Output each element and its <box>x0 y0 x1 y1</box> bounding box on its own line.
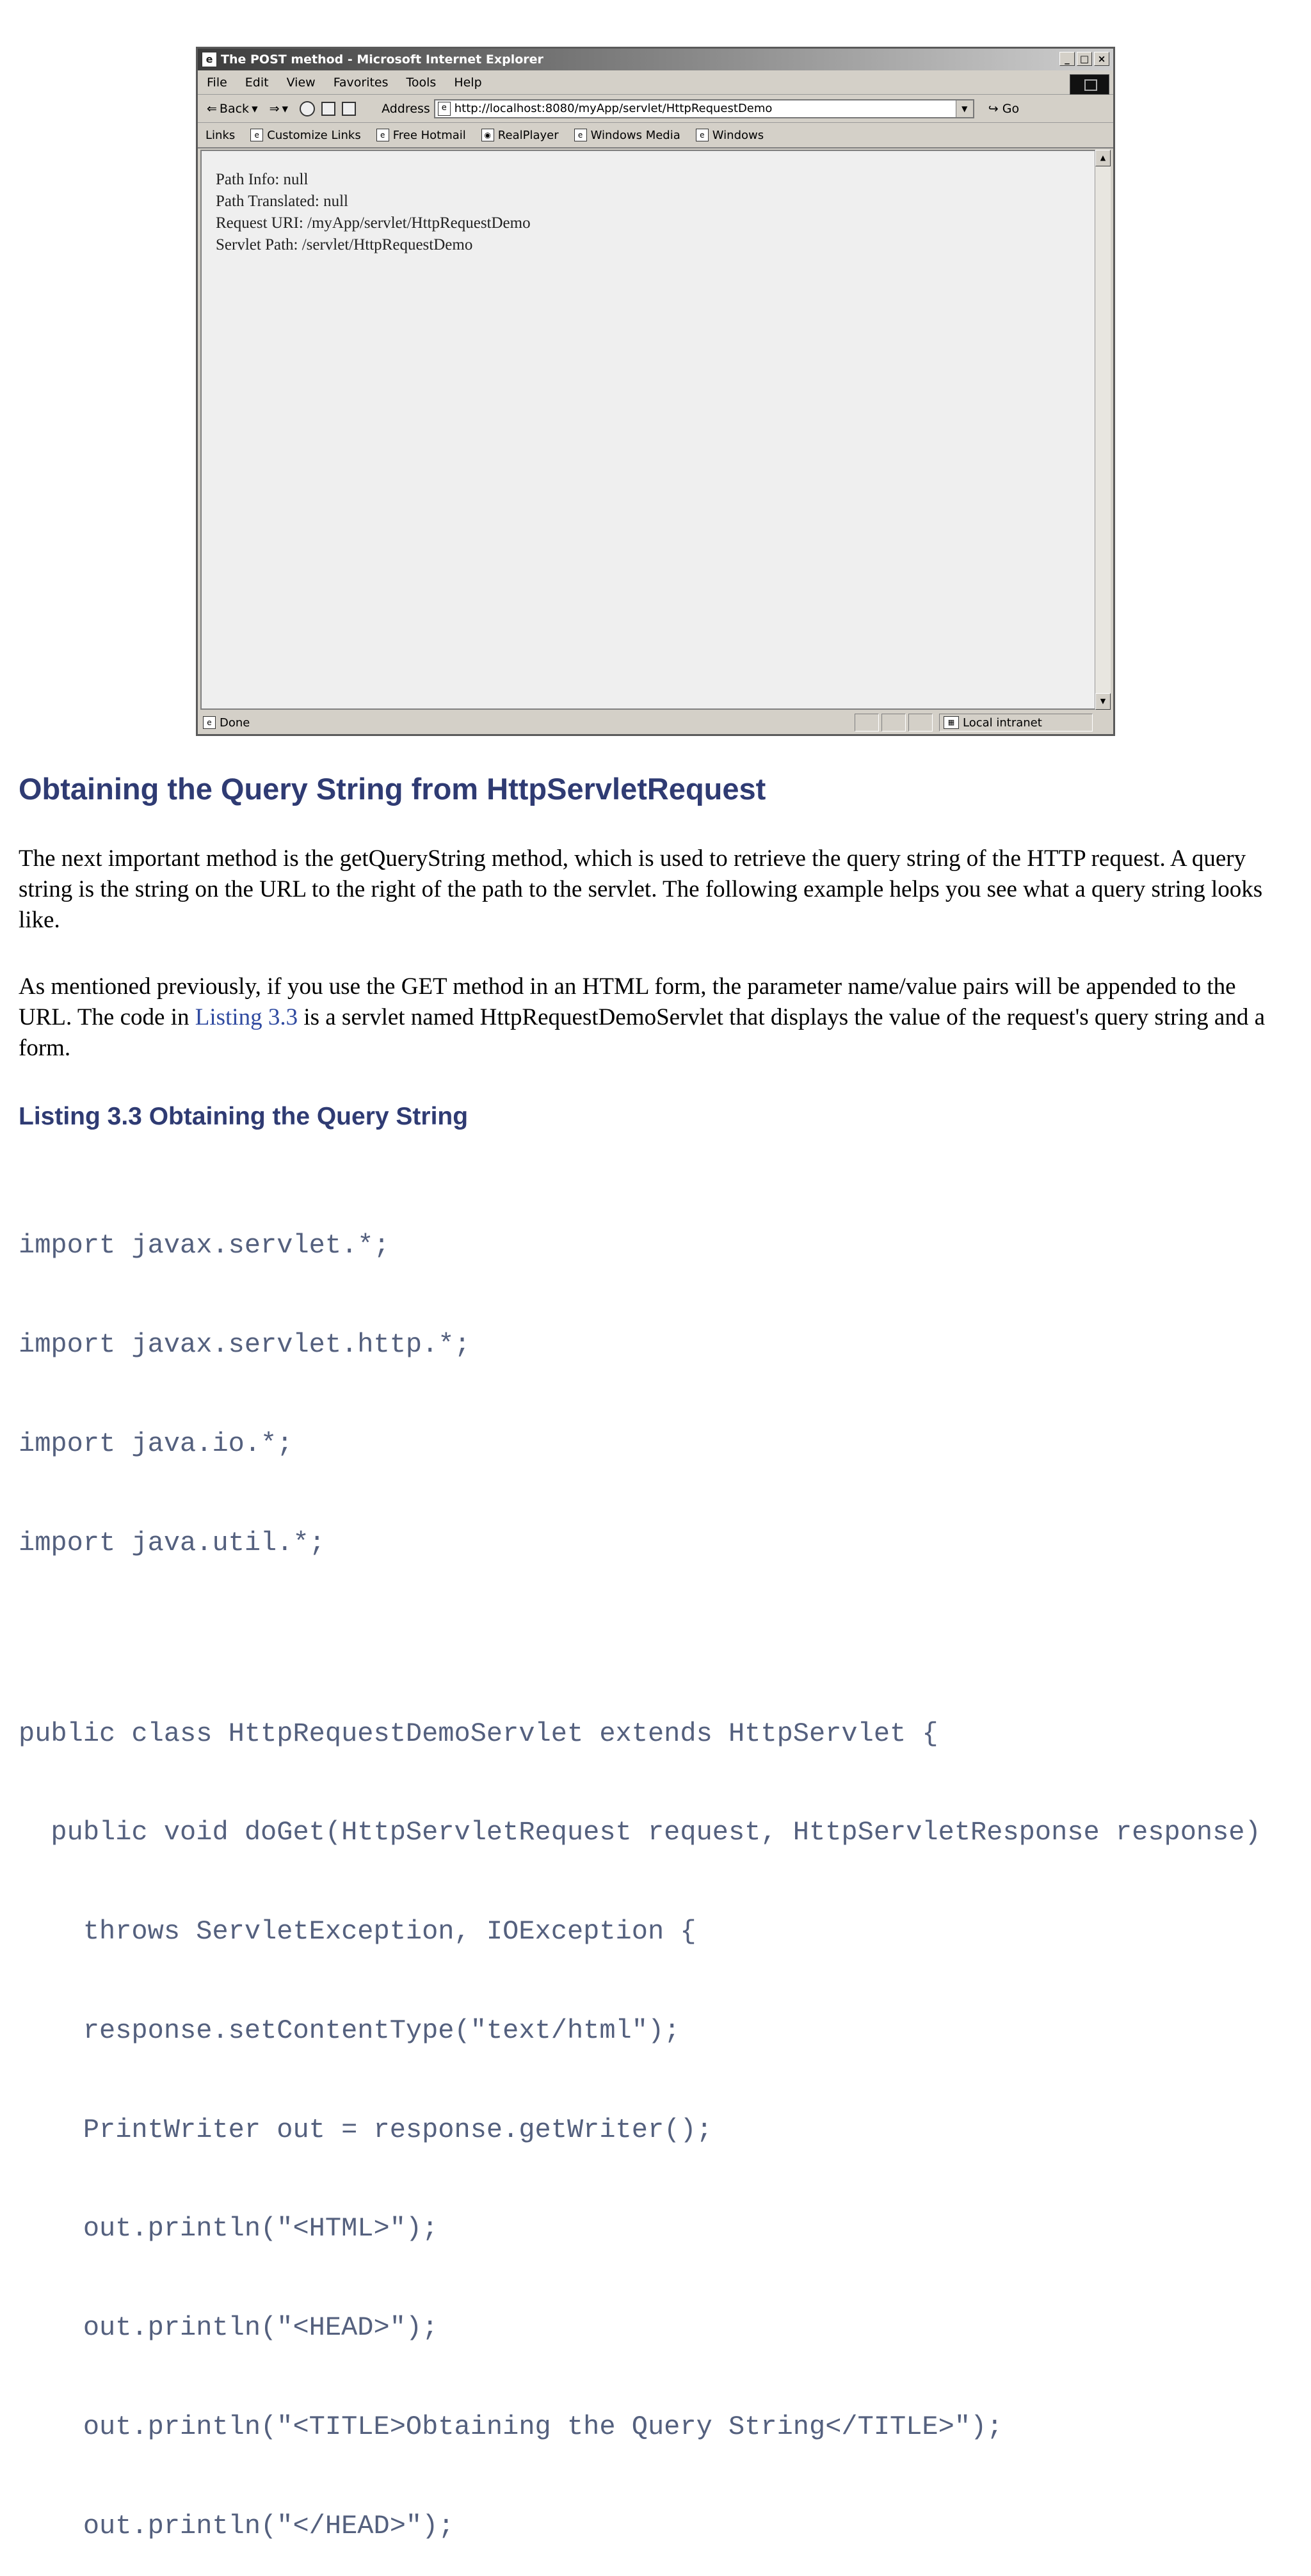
browser-screenshot <box>196 47 1115 736</box>
code-line: import javax.servlet.http.*; <box>19 1329 471 1360</box>
nav-toolbar <box>198 95 1113 123</box>
page-content <box>200 150 1095 710</box>
code-line: out.println("<HTML>"); <box>19 2213 438 2244</box>
links-label: Links <box>205 128 236 142</box>
code-listing <box>19 1164 1261 2576</box>
menu-help[interactable]: Help <box>454 75 482 90</box>
home-icon[interactable] <box>342 102 356 116</box>
menu-edit[interactable]: Edit <box>245 75 269 90</box>
scroll-up-icon[interactable]: ▲ <box>1095 150 1111 166</box>
go-arrow-icon: ↪ <box>988 101 999 116</box>
forward-button[interactable] <box>269 102 288 116</box>
intranet-icon: ▦ <box>944 716 959 729</box>
page-icon: e <box>203 716 216 729</box>
status-text: Done <box>220 716 250 730</box>
code-line: out.println("<TITLE>Obtaining the Query String</TITLE>"); <box>19 2411 1003 2442</box>
link-label: Windows <box>712 128 764 142</box>
status-done <box>203 716 250 730</box>
listing-title: Listing 3.3 Obtaining the Query String <box>19 1103 469 1130</box>
code-line: out.println("<HEAD>"); <box>19 2312 438 2344</box>
link-label: RealPlayer <box>497 128 559 142</box>
link-free-hotmail[interactable] <box>376 129 466 142</box>
browser-title-bar <box>198 49 1113 70</box>
chevron-down-icon[interactable]: ▼ <box>956 100 973 117</box>
code-line: out.println("</HEAD>"); <box>19 2510 454 2541</box>
go-label: Go <box>1002 101 1020 116</box>
scroll-down-icon[interactable]: ▼ <box>1095 693 1111 710</box>
section-heading: Obtaining the Query String from HttpServletRequest <box>19 772 766 806</box>
address-label: Address <box>382 101 430 116</box>
chevron-down-icon: ▾ <box>252 101 258 116</box>
paragraph-2-text-end: is a servlet named HttpRequestDemoServlet that displays the value of the request's query string and a form. <box>19 1004 1266 1061</box>
address-input[interactable] <box>434 99 974 118</box>
stop-icon[interactable] <box>300 101 315 116</box>
status-pane <box>881 714 906 732</box>
paragraph-1: The next important method is the getQueryString method, which is used to retrieve the query string of the HTTP request. A query string is the string on the URL to the right of the path to the servlet. The following example helps you see what a query string looks like. <box>19 845 1263 933</box>
chevron-down-icon: ▾ <box>282 101 289 116</box>
page-icon: e <box>250 129 263 141</box>
refresh-icon[interactable] <box>321 102 335 116</box>
paragraph-2 <box>19 972 1292 1064</box>
link-customize-links[interactable] <box>250 129 360 142</box>
back-button[interactable] <box>207 102 258 116</box>
link-realplayer[interactable] <box>481 129 559 142</box>
code-line: throws ServletException, IOException { <box>19 1916 696 1948</box>
maximize-icon[interactable]: □ <box>1077 52 1092 66</box>
ie-logo-icon: e <box>202 52 217 67</box>
menu-file[interactable]: File <box>207 75 227 90</box>
realplayer-icon: ◉ <box>481 129 494 141</box>
listing-3-3-link[interactable]: Listing 3.3 <box>195 1004 298 1030</box>
code-line: response.setContentType("text/html"); <box>19 2015 680 2046</box>
back-arrow-icon: ⇐ <box>207 101 217 116</box>
browser-title: The POST method - Microsoft Internet Explorer <box>221 52 543 67</box>
content-line: Servlet Path: /servlet/HttpRequestDemo <box>216 236 473 253</box>
links-bar <box>198 123 1113 148</box>
code-line <box>19 1626 1261 1651</box>
page-icon: e <box>438 102 451 116</box>
vertical-scrollbar[interactable] <box>1095 150 1111 710</box>
link-label: Free Hotmail <box>392 128 466 142</box>
close-icon[interactable]: × <box>1094 52 1109 66</box>
forward-arrow-icon: ⇒ <box>269 101 280 116</box>
content-line: Request URI: /myApp/servlet/HttpRequestDemo <box>216 214 531 232</box>
status-pane <box>855 714 879 732</box>
code-line: PrintWriter out = response.getWriter(); <box>19 2114 712 2145</box>
menu-bar <box>198 70 1113 95</box>
minimize-icon[interactable]: _ <box>1059 52 1075 66</box>
zone-text: Local intranet <box>963 716 1042 730</box>
status-pane <box>908 714 933 732</box>
go-button[interactable] <box>988 102 1019 116</box>
page-icon: e <box>574 129 587 141</box>
code-line: import javax.servlet.*; <box>19 1230 390 1261</box>
content-line: Path Info: null <box>216 171 309 188</box>
ie-throbber-icon <box>1070 74 1109 95</box>
address-value: http://localhost:8080/myApp/servlet/HttpRequestDemo <box>454 102 773 115</box>
link-windows[interactable] <box>696 129 764 142</box>
code-line: import java.io.*; <box>19 1428 293 1459</box>
menu-view[interactable]: View <box>286 75 316 90</box>
link-label: Customize Links <box>267 128 361 142</box>
paragraph-2-text: As mentioned previously, if you use the GET method in an HTML form, the parameter name/value pairs will be appended to the URL. The code in <box>19 973 1236 1030</box>
back-label: Back <box>219 101 250 116</box>
menu-favorites[interactable]: Favorites <box>333 75 389 90</box>
page-icon: e <box>376 129 389 141</box>
status-bar <box>198 711 1113 734</box>
security-zone <box>939 714 1093 732</box>
code-line: public void doGet(HttpServletRequest request, HttpServletResponse response) <box>19 1817 1261 1848</box>
menu-tools[interactable]: Tools <box>406 75 437 90</box>
content-line: Path Translated: null <box>216 193 348 210</box>
page-icon: e <box>696 129 709 141</box>
link-windows-media[interactable] <box>574 129 680 142</box>
code-line: import java.util.*; <box>19 1527 325 1558</box>
code-line: public class HttpRequestDemoServlet extends HttpServlet { <box>19 1718 938 1749</box>
link-label: Windows Media <box>590 128 680 142</box>
